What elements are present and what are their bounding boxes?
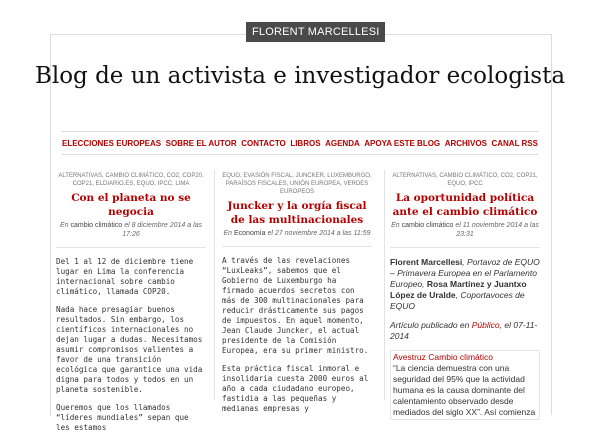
post-time: 11:59 xyxy=(353,230,371,237)
column-divider xyxy=(384,170,385,400)
main-navigation xyxy=(62,131,538,155)
quote-text: “La ciencia demuestra con una seguridad del 95% que la actividad humana es la causa dominante del calentamiento observado desde mediados del siglo XX”. Así comienza xyxy=(393,363,536,417)
post-meta xyxy=(390,221,540,239)
nav-item-contacto[interactable]: CONTACTO xyxy=(241,138,286,148)
nav-item-apoya-este-blog[interactable]: APOYA ESTE BLOG xyxy=(364,138,441,148)
post-time: 17:26 xyxy=(122,231,140,238)
author-line xyxy=(390,257,540,312)
meta-prefix: En xyxy=(223,230,233,237)
nav-item-sobre-el-autor[interactable]: SOBRE EL AUTOR xyxy=(165,138,237,148)
post-title[interactable]: La oportunidad política ante el cambio climático xyxy=(392,192,538,218)
meta-prefix: En xyxy=(391,222,400,229)
quote-heading[interactable]: Avestruz Cambio climático xyxy=(393,352,493,362)
site-title[interactable]: Blog de un activista e investigador ecologista xyxy=(34,63,566,89)
quote-box xyxy=(390,350,540,420)
column-divider xyxy=(214,170,215,400)
publication-link[interactable]: Público xyxy=(471,320,500,330)
post-date: el 27 noviembre 2014 a las xyxy=(267,230,352,237)
divider xyxy=(56,247,206,248)
nav-item-agenda[interactable]: AGENDA xyxy=(325,138,360,148)
author-role: , Portavoz de EQUO – Primavera Europea en el Parlamento Europeo, xyxy=(390,257,540,289)
paragraph: Del 1 al 12 de diciembre tiene lugar en Lima la conferencia internacional sobre cambio climático, llamada COP20. xyxy=(56,257,194,296)
post-tags[interactable]: EQUO, EVASIÓN FISCAL, JUNCKER, LUXEMBURGO, PARAÍSOS FISCALES, UNIÓN EUROPEA, VERDES EUROPEOS xyxy=(222,173,372,195)
author-name: Florent Marcellesi xyxy=(390,257,463,267)
post-title[interactable]: Con el planeta no se negocia xyxy=(71,192,191,218)
publication-suffix: , el 07-11-2014 xyxy=(390,320,538,341)
post-meta xyxy=(222,229,372,238)
divider xyxy=(222,246,372,247)
paragraph: Nada hace presagiar buenos resultados. Sin embargo, los científicos internacionales no dejan lugar a dudas. Necesitamos asumir compromisos valientes a favor de una transición ecológica que garantice una vida digna para todos y todos en un planeta sostenible. xyxy=(56,305,203,394)
nav-item-canal-rss[interactable]: CANAL RSS xyxy=(491,138,538,148)
post-tags[interactable]: ALTERNATIVAS, CAMBIO CLIMÁTICO, CO2, COP21, EQUO, IPCC xyxy=(392,173,538,187)
publication-prefix: Artículo publicado en xyxy=(390,320,470,330)
post-card xyxy=(390,172,540,420)
post-category-link[interactable]: cambio climático xyxy=(70,222,123,229)
post-tags[interactable]: ALTERNATIVAS, CAMBIO CLIMÁTICO, CO2, COP20, COP21, ELDIARIO.ES, EQUO, IPCC, LIMA xyxy=(58,173,204,187)
coauthors-role: , Coportavoces de EQUO xyxy=(390,290,525,311)
paragraph: A través de las revelaciones “LuxLeaks”, sabemos que el Gobierno de Luxemburgo ha firmado acuerdos secretos con más de 300 multinacionales para reducir drásticamente sus pagos de impuestos. En aquel momento, Jean Claude Juncker, el actual presidente de la Comisión Europea, era su primer ministro. xyxy=(222,256,369,355)
post-excerpt xyxy=(222,256,372,414)
post-date: el 11 noviembre 2014 a las xyxy=(455,222,539,229)
post-excerpt xyxy=(56,257,206,433)
meta-prefix: En xyxy=(59,222,69,229)
publication-line xyxy=(390,320,540,342)
divider xyxy=(390,247,540,248)
nav-item-elecciones-europeas[interactable]: ELECCIONES EUROPEAS xyxy=(62,138,162,148)
post-date: el 8 diciembre 2014 a las xyxy=(124,222,203,229)
coauthors: Rosa Martínez y Juantxo López de Uralde xyxy=(390,279,527,300)
nav-item-libros[interactable]: LIBROS xyxy=(290,138,321,148)
post-category-link[interactable]: cambio climático xyxy=(401,222,454,229)
post-card xyxy=(56,172,206,441)
post-card xyxy=(222,172,372,422)
nav-item-archivos[interactable]: ARCHIVOS xyxy=(444,138,487,148)
paragraph: Queremos que los llamados “líderes mundiales” sepan que les estamos xyxy=(56,403,189,432)
post-category-link[interactable]: Economía xyxy=(234,230,266,237)
post-title[interactable]: Juncker y la orgía fiscal de las multinacionales xyxy=(227,200,367,226)
site-author-badge[interactable]: FLORENT MARCELLESI xyxy=(246,22,385,42)
post-excerpt xyxy=(390,257,540,420)
paragraph: Esta práctica fiscal inmoral e insolidaria cuesta 2000 euros al año a cada ciudadano europeo, fastidia a las pequeñas y medianas empresas y xyxy=(222,364,369,413)
post-meta xyxy=(56,221,206,239)
post-time: 23:31 xyxy=(456,231,474,238)
